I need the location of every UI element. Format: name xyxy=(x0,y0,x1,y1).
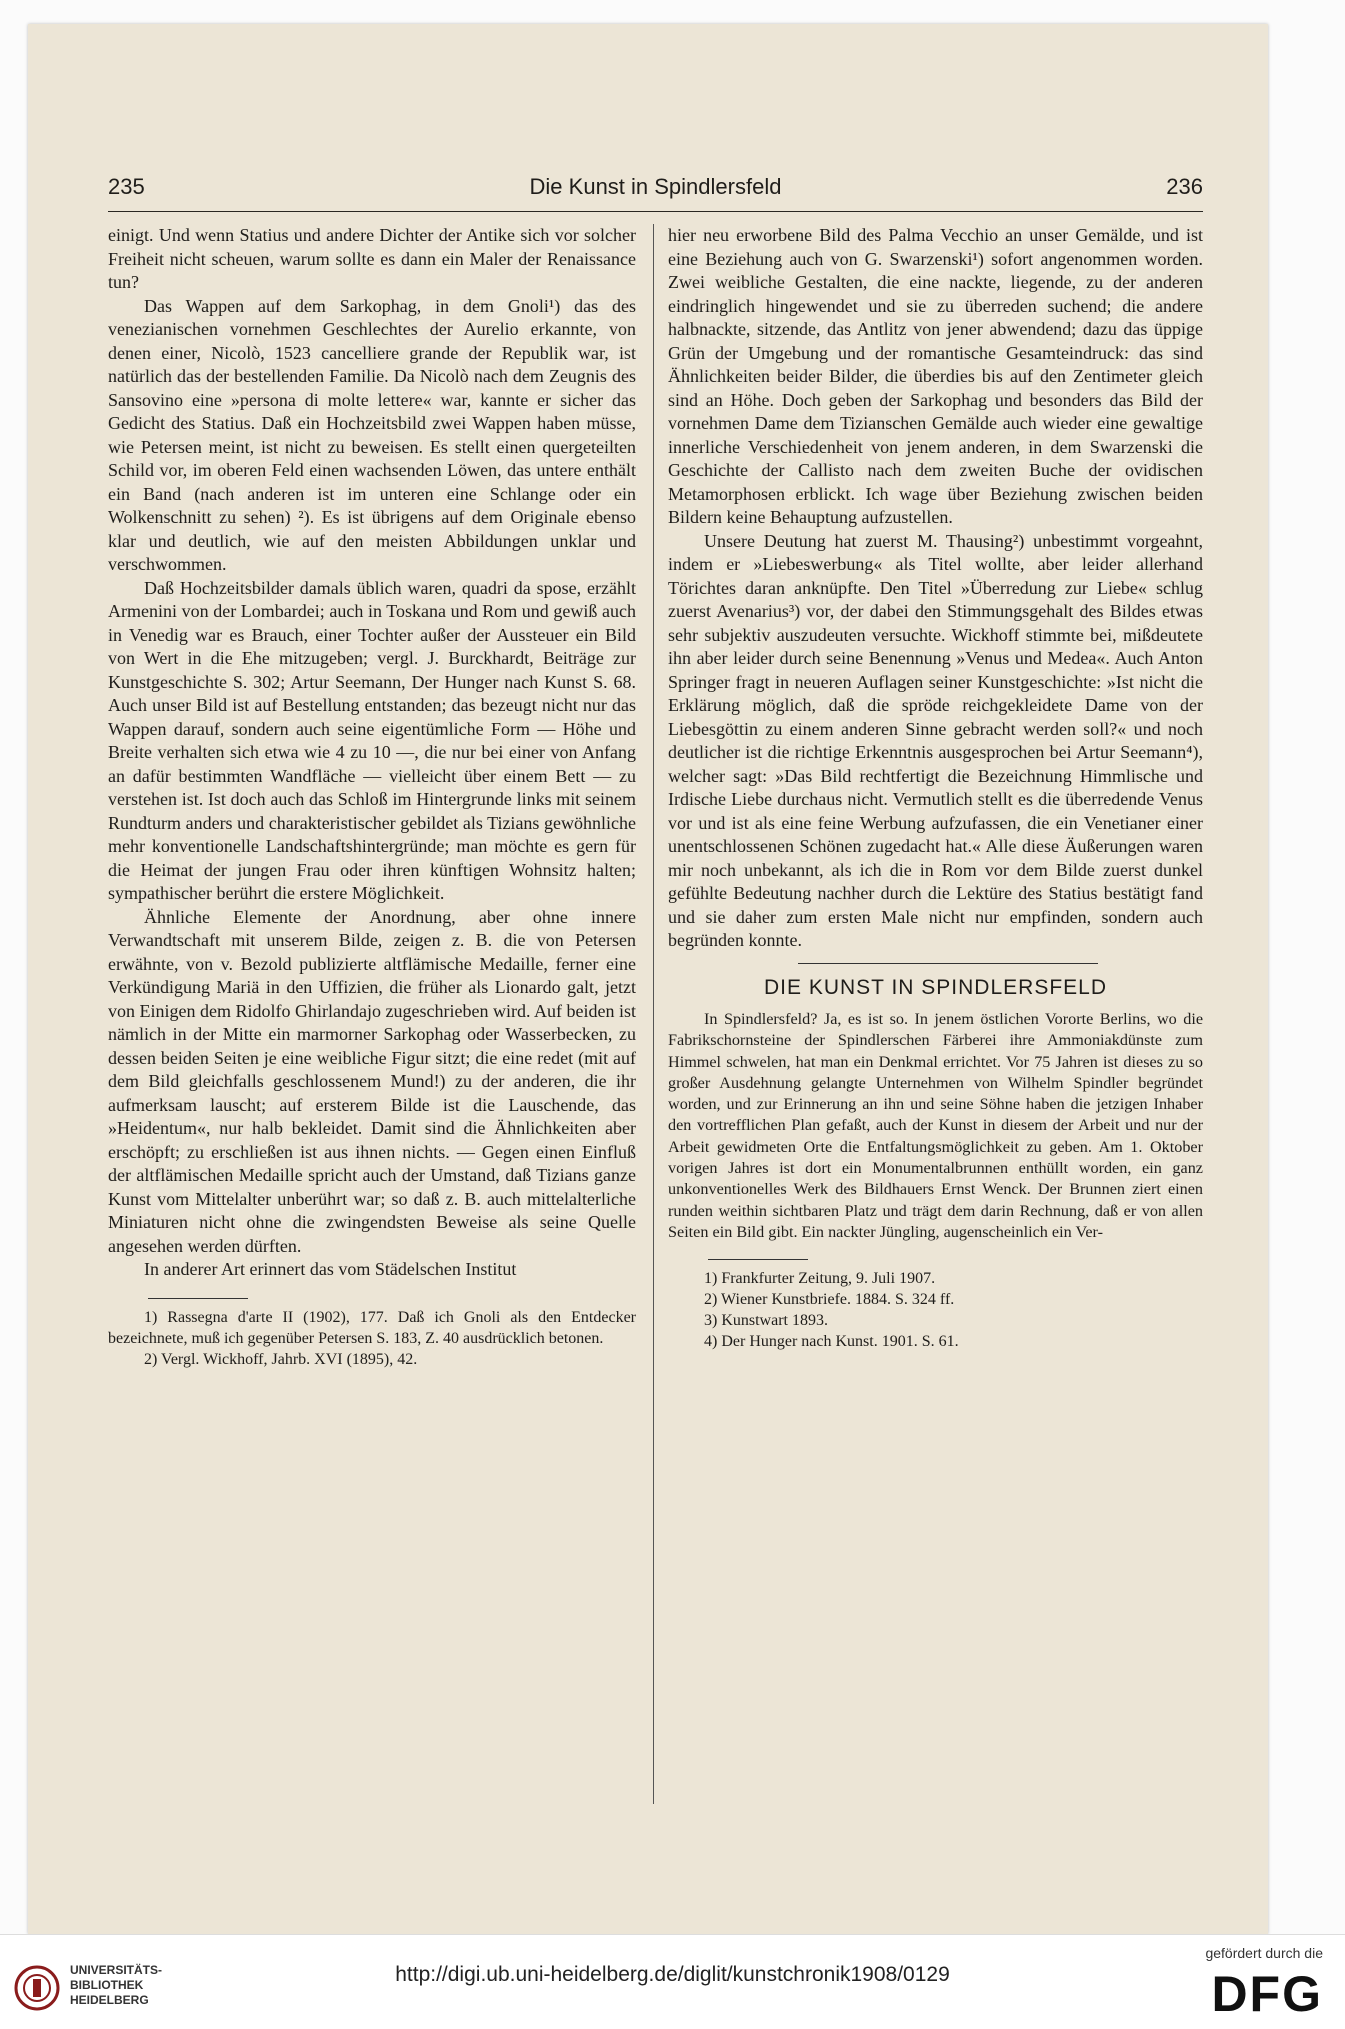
footnote: 3) Kunstwart 1893. xyxy=(704,1312,828,1330)
page-number-left: 235 xyxy=(108,174,145,199)
section-body xyxy=(668,1009,1203,1243)
scanned-page xyxy=(28,24,1268,1934)
footnote: 2) Vergl. Wickhoff, Jahrb. XVI (1895), 42. xyxy=(144,1350,418,1368)
footnote: 4) Der Hunger nach Kunst. 1901. S. 61. xyxy=(704,1333,959,1351)
page-header xyxy=(108,164,1203,204)
paragraph: In Spindlersfeld? Ja, es ist so. In jenem östlichen Vororte Berlins, wo die Fabrikschornsteine der Spindlerschen Färberei ihre Ammoniakdünste zum Himmel schwelen, hat man ein Denkmal errichtet. Vor 75 Jahren ist dieses zu so großer Ausdehnung gelangte Unternehmen von Wilhelm Spindler begründet worden, und zur Erinnerung an ihn und seine Söhne haben die jetzigen Inhaber den vortrefflichen Plan gefaßt, auch der Kunst in diesem der Arbeit und nur der Arbeit gewidmeten Orte die Entfaltungsmöglichkeit zu geben. Am 1. Oktober vorigen Jahres ist dort ein Monumentalbrunnen enthüllt worden, ein ganz unkonventionelles Werk des Bildhauers Ernst Wenck. Der Brunnen ziert einen runden weithin sichtbaren Platz und trägt dem darin Rechnung, daß er von allen Seiten ein Bild gibt. Ein nackter Jüngling, augenscheinlich ein Ver- xyxy=(668,1010,1203,1241)
paragraph: Das Wappen auf dem Sarkophag, in dem Gnoli¹) das des venezianischen vornehmen Geschlechtes der Aurelio erkannte, von denen einer, Nicolò, 1523 cancelliere grande der Republik war, ist natürlich das der bestellenden Familie. Da Nicolò nach dem Zeugnis des Sansovino eine »persona di molte lettere« war, kannte er sicher das Gedicht des Statius. Daß ein Hochzeitsbild zwei Wappen haben müsse, wie Petersen meint, ist nicht zu beweisen. Es stellt einen quergeteilten Schild vor, im oberen Feld einen wachsenden Löwen, das untere enthält ein Band (nach anderen ist im unteren eine Schlange oder ein Wolkenschnitt zu sehen) ²). Es ist übrigens auf dem Originale ebenso klar und deutlich, wie auf den meisten Abbildungen unklar und verschwommen. xyxy=(108,295,636,574)
column-divider xyxy=(653,224,654,1804)
running-title: Die Kunst in Spindlersfeld xyxy=(529,174,782,199)
dfg-logo: DFG xyxy=(1211,1966,1323,2022)
footnote: 1) Rassegna d'arte II (1902), 177. Daß ich Gnoli als den Entdecker bezeichnete, muß ich gegenüber Petersen S. 183, Z. 40 ausdrücklich betonen. xyxy=(108,1308,636,1347)
page-number-right: 236 xyxy=(1166,174,1203,199)
left-column xyxy=(108,224,636,1370)
viewer-footer xyxy=(0,1934,1345,2029)
paragraph: Daß Hochzeitsbilder damals üblich waren, quadri da spose, erzählt Armenini von der Lombardei; auch in Toskana und Rom und gewiß auch in Venedig war es Brauch, einer Tochter außer der Aussteuer ein Bild von Wert in die Ehe mitzugeben; vergl. J. Burckhardt, Beiträge zur Kunstgeschichte S. 302; Artur Seemann, Der Hunger nach Kunst S. 68. Auch unser Bild ist auf Bestellung entstanden; das bezeugt nicht nur das Wappen darauf, sondern auch seine eigentümliche Form — Höhe und Breite verhalten sich etwa wie 4 zu 10 —, die nur bei einer von Anfang an dafür bestimmten Wandfläche — vielleicht über einem Bett — zu verstehen ist. Ist doch auch das Schloß im Hintergrunde links mit seinem Rundturm anders und charakteristischer gebildet als Tizians gewöhnliche mehr konventionelle Landschaftshintergründe; man möchte es gern für die Heimat der jungen Frau oder ihren künftigen Wohnsitz halten; sympathischer berührt die erstere Möglichkeit. xyxy=(108,577,636,903)
footnote: 1) Frankfurter Zeitung, 9. Juli 1907. xyxy=(704,1270,936,1288)
section-rule xyxy=(798,963,1098,964)
paragraph: einigt. Und wenn Statius und andere Dichter der Antike sich vor solcher Freiheit nicht scheuen, warum sollte es dann ein Maler der Renaissance tun? xyxy=(108,225,636,292)
header-rule xyxy=(108,211,1203,212)
page-url-link[interactable]: http://digi.ub.uni-heidelberg.de/diglit/kunstchronik1908/0129 xyxy=(395,1963,950,1986)
paragraph: hier neu erworbene Bild des Palma Vecchio an unser Gemälde, und ist eine Beziehung auch von G. Swarzenski¹) sofort angenommen worden. Zwei weibliche Gestalten, die eine nackte, liegende, zu der anderen eindringlich hingewendet und sie zu überreden suchend; die andere halbnackte, sitzende, das Antlitz von jener abwendend; dazu das üppige Grün der Umgebung und der romantische Gesamteindruck: das sind Ähnlichkeiten beider Bilder, die überdies bis auf den Zentimeter gleich sind an Höhe. Doch geben der Sarkophag und besonders das Bild der vornehmen Dame dem Tizianschen Gemälde auch wieder eine gewaltige innerliche Verschiedenheit von jenem anderen, in dem Swarzenski die Geschichte der Callisto nach dem zweiten Buche der ovidischen Metamorphosen erblickt. Ich wage über Beziehung zwischen beiden Bildern keine Behauptung aufzustellen. xyxy=(668,225,1203,527)
right-column xyxy=(668,224,1203,1352)
paragraph: In anderer Art erinnert das vom Städelschen Institut xyxy=(144,1259,517,1279)
library-name: UNIVERSITÄTS- BIBLIOTHEK HEIDELBERG xyxy=(70,1963,163,2007)
footnote-rule xyxy=(148,1298,248,1299)
paragraph: Ähnliche Elemente der Anordnung, aber ohne innere Verwandtschaft mit unserem Bilde, zeigen z. B. die von Petersen erwähnte, von v. Bezold publizierte altflämische Medaille, ferner eine Verkündigung Mariä in den Uffizien, die früher als Lionardo galt, jetzt von Einigen dem Ridolfo Ghirlandajo zugeschrieben wird. Auf beiden ist nämlich in der Mitte ein marmorner Sarkophag oder Wasserbecken, zu dessen beiden Seiten je eine weibliche Figur sitzt; die eine redet (mit auf dem Bild gleichfalls geschlossenem Mund!) zu der anderen, die ihr aufmerksam lauscht; auf ersterem Bilde ist die Lauschende, das »Heidentum«, nur halb bekleidet. Damit sind die Ähnlichkeiten aber erschöpft; zu erschließen ist aus ihnen nichts. — Gegen einen Einfluß der altflämischen Medaille spricht auch der Umstand, daß Tizians ganze Kunst vom Mittelalter unberührt war; so daß z. B. auch mittelalterliche Miniaturen nicht ohne die zwingendsten Beweise als seine Quelle angesehen werden dürften. xyxy=(108,906,636,1256)
footnote-rule xyxy=(708,1259,808,1260)
funding-caption: gefördert durch die xyxy=(1205,1945,1323,1961)
paragraph: Unsere Deutung hat zuerst M. Thausing²) unbestimmt vorgeahnt, indem er »Liebeswerbung« als Titel wollte, aber leider allerhand Törichtes daran anknüpfte. Den Titel »Überredung zur Liebe« schlug zuerst Avenarius³) vor, der dabei den Stimmungsgehalt des Bildes etwas sehr subjektiv auszudeuten versuchte. Wickhoff stimmte bei, mißdeutete ihn aber leider durch seine Benennung »Venus und Medea«. Auch Anton Springer fragt in neueren Auflagen seiner Kunstgeschichte: »Ist nicht die Erklärung möglich, daß die spröde reichgekleidete Dame von der Liebesgöttin zu einem anderen Sinne gebracht werden soll?« und noch deutlicher ist die richtige Erkenntnis ausgesprochen bei Artur Seemann⁴), welcher sagt: »Das Bild rechtfertigt die Bezeichnung Himmlische und Irdische Liebe durchaus nicht. Vermutlich stellt es die überredende Venus vor und ist als eine feine Werbung aufzufassen, die ein Venetianer einer unentschlossenen Schönen zugedacht hat.« Alle diese Äußerungen waren mir noch unbekannt, als ich die in Rom vor dem Bilde zuerst dunkel gefühlte Bedeutung nachher durch die Lektüre des Statius bestätigt fand und sie daher zum ersten Male nicht nur empfinden, sondern auch begründen konnte. xyxy=(668,530,1203,950)
section-title: DIE KUNST IN SPINDLERSFELD xyxy=(763,975,1108,999)
footnote: 2) Wiener Kunstbriefe. 1884. S. 324 ff. xyxy=(704,1291,955,1309)
